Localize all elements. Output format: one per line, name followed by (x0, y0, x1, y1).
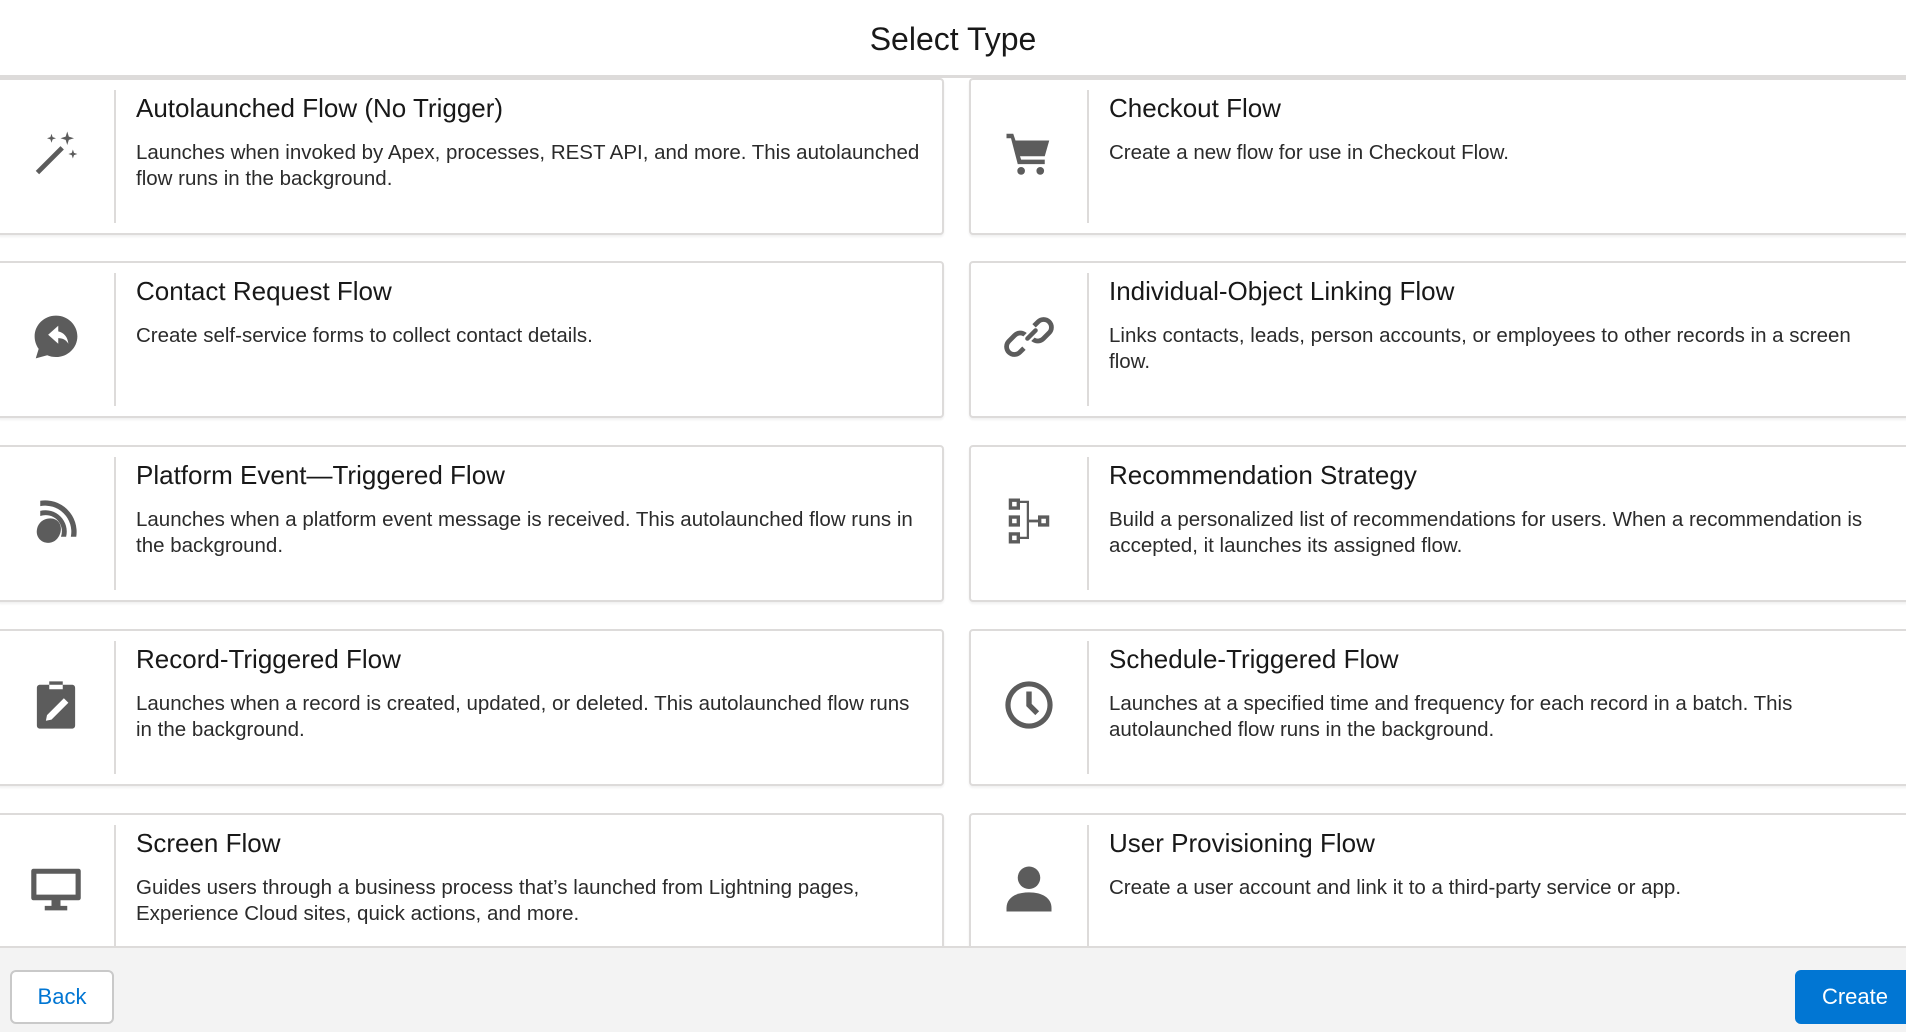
desktop-icon (29, 862, 83, 921)
tile-description: Create self-service forms to collect contact details. (136, 324, 593, 347)
tile-title: Checkout Flow (1109, 93, 1281, 123)
tile-checkout-flow[interactable] (969, 78, 1906, 235)
tile-title: Screen Flow (136, 828, 281, 858)
tile-title: Individual-Object Linking Flow (1109, 276, 1455, 306)
modal-header (0, 0, 1906, 78)
tile-recommendation-strategy[interactable] (969, 445, 1906, 602)
clock-icon (1002, 678, 1056, 737)
tile-description: Create a user account and link it to a third-party service or app. (1109, 876, 1682, 899)
tile-description: Guides users through a business process that’s launched from Lightning pages, Experience Cloud sites, quick actions, and more. (136, 876, 860, 925)
tile-title: Autolaunched Flow (No Trigger) (136, 93, 504, 123)
tile-contact-request-flow[interactable] (0, 261, 944, 418)
flow-type-list[interactable] (0, 78, 1906, 946)
tile-title: User Provisioning Flow (1109, 828, 1375, 858)
tile-record-triggered-flow[interactable] (0, 629, 944, 786)
tile-individual-object-linking-flow[interactable] (969, 261, 1906, 418)
cart-icon (1002, 127, 1056, 186)
tile-description: Launches when a record is created, updated, or deleted. This autolaunched flow runs in the background. (136, 692, 910, 741)
tile-title: Recommendation Strategy (1109, 460, 1417, 490)
tile-schedule-triggered-flow[interactable] (969, 629, 1906, 786)
create-button[interactable]: Create (1795, 970, 1906, 1024)
tile-description: Launches when a platform event message is received. This autolaunched flow runs in the background. (136, 508, 913, 557)
tile-screen-flow[interactable] (0, 813, 944, 946)
tile-autolaunched-flow[interactable] (0, 78, 944, 235)
back-button[interactable]: Back (10, 970, 114, 1024)
tile-description: Create a new flow for use in Checkout Flow. (1109, 141, 1509, 164)
tile-title: Contact Request Flow (136, 276, 392, 306)
record-edit-icon (29, 678, 83, 737)
hierarchy-icon (1002, 494, 1056, 553)
modal-footer (0, 946, 1906, 1032)
magic-wand-icon (29, 127, 83, 186)
tile-description: Launches at a specified time and frequency for each record in a batch. This autolaunched flow runs in the background. (1109, 692, 1793, 741)
tile-title: Record-Triggered Flow (136, 644, 401, 674)
user-icon (1002, 862, 1056, 921)
page-title: Select Type (869, 21, 1037, 57)
contact-request-icon (29, 310, 83, 369)
tile-platform-event-triggered-flow[interactable] (0, 445, 944, 602)
link-icon (1002, 310, 1056, 369)
tile-title: Schedule-Triggered Flow (1109, 644, 1399, 674)
tile-title: Platform Event—Triggered Flow (136, 460, 505, 490)
tile-user-provisioning-flow[interactable] (969, 813, 1906, 946)
tile-description: Build a personalized list of recommendations for users. When a recommendation is accepted, it launches its assigned flow. (1109, 508, 1863, 557)
broadcast-icon (29, 494, 83, 553)
tile-description: Launches when invoked by Apex, processes, REST API, and more. This autolaunched flow runs in the background. (136, 141, 920, 190)
tile-description: Links contacts, leads, person accounts, or employees to other records in a screen flow. (1109, 324, 1851, 373)
